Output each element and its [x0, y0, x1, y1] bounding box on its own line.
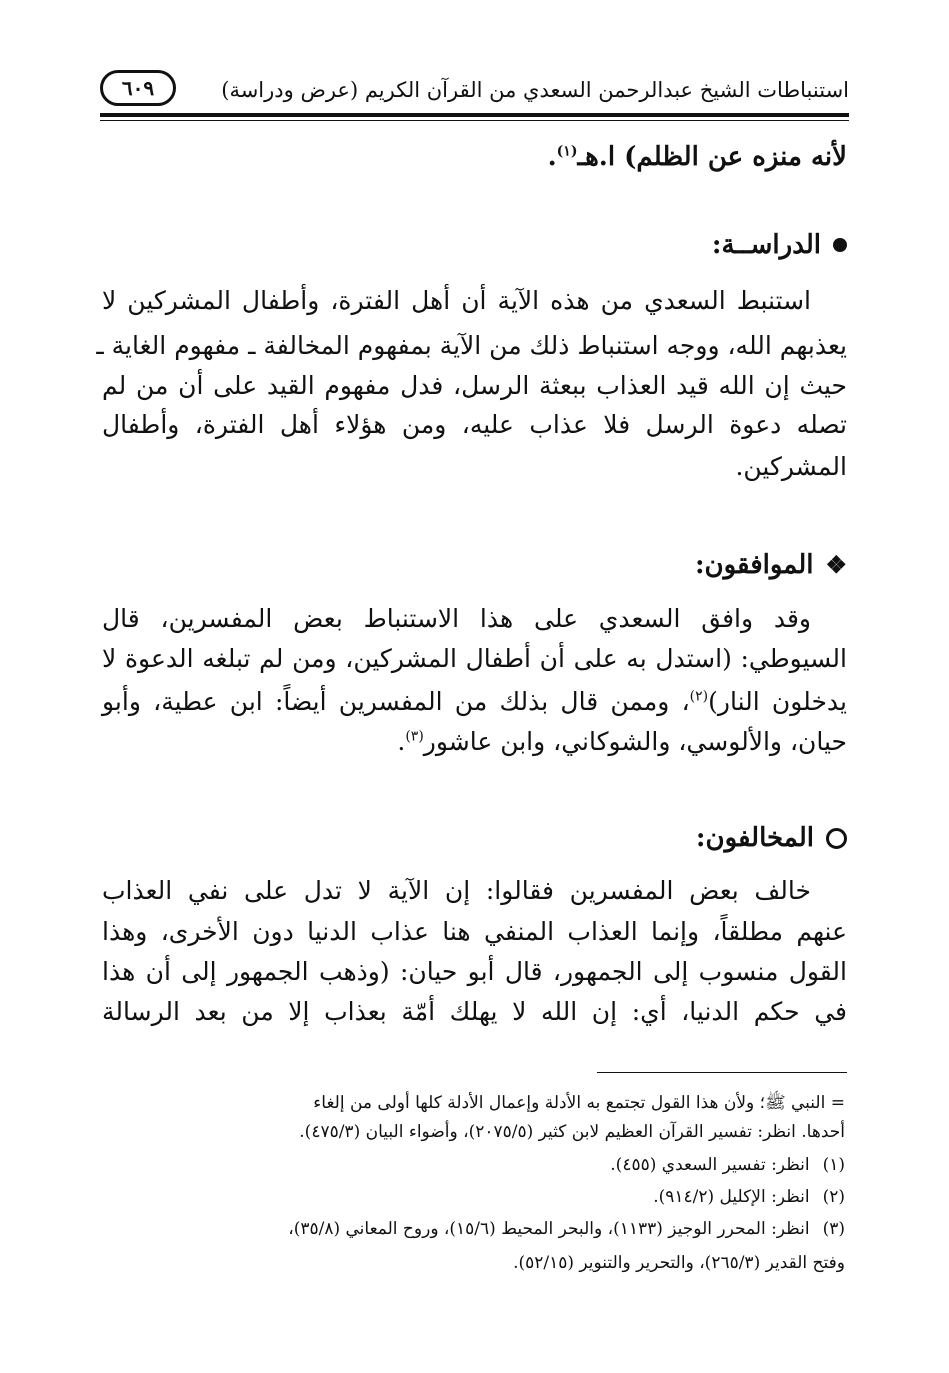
- footnote-2-text: انظر: الإكليل (٩١٤/٢).: [653, 1187, 810, 1207]
- four-diamond-bullet-icon: ❖: [825, 550, 847, 579]
- agreeing-heading-label: الموافقون:: [694, 550, 814, 580]
- bullet-dot-icon: [833, 238, 847, 252]
- footnote-ref-3: (٣): [405, 728, 424, 745]
- footnote-2: [104, 1187, 845, 1207]
- intro-line: لأنه منزه عن الظلم) ا.هـ$^{(١)}$.: [547, 142, 847, 172]
- agreeing-line-3: [102, 687, 847, 716]
- footnote-continuation-2: أحدها. انظر: تفسير القرآن العظيم لابن كثير (٢٠٧٥/٥)، وأضواء البيان (٤٧٥/٣).: [299, 1122, 845, 1142]
- footnote-ref-1: (١): [556, 143, 578, 160]
- footnote-ref-2: (٢): [689, 688, 709, 705]
- footnote-3: [104, 1219, 845, 1239]
- footnote-3-number: (٣): [822, 1219, 845, 1239]
- agreeing-heading: [695, 550, 847, 580]
- ring-bullet-icon: [826, 828, 847, 849]
- study-line-4: تصله دعوة الرسل فلا عذاب عليه، ومن هؤلاء أهل الفترة، وأطفال: [102, 410, 847, 439]
- agreeing-line-4-text: حيان، والألوسي، والشوكاني، وابن عاشور: [423, 727, 847, 756]
- running-header-title: استنباطات الشيخ عبدالرحمن السعدي من القرآن الكريم (عرض ودراسة): [221, 78, 849, 102]
- opposing-line-2: عنهم مطلقاً، وإنما العذاب المنفي هنا عذاب الدنيا دون الأخرى، وهذا: [102, 917, 847, 946]
- study-heading-label: الدراســة:: [711, 230, 821, 260]
- agreeing-line-2: السيوطي: (استدل به على أن أطفال المشركين، ومن لم تبلغه الدعوة لا: [102, 644, 847, 673]
- agreeing-end-punct: .: [397, 727, 406, 756]
- footnote-1: [104, 1155, 845, 1175]
- footnote-2-number: (٢): [822, 1187, 845, 1207]
- footnote-3-continuation: وفتح القدير (٢٦٥/٣)، والتحرير والتنوير (٥٢/١٥).: [513, 1253, 845, 1273]
- footnote-3-text: انظر: المحرر الوجيز (١١٣٣)، والبحر المحيط (١٥/٦)، وروح المعاني (٣٥/٨)،: [288, 1219, 810, 1239]
- footnote-continuation-1: = النبي ﷺ؛ ولأن هذا القول تجتمع به الأدلة وإعمال الأدلة كلها أولى من إلغاء: [313, 1093, 845, 1113]
- study-line-2: يعذبهم الله، ووجه استنباط ذلك من الآية بمفهوم المخالفة ـ مفهوم الغاية ـ: [96, 331, 847, 360]
- page-number: ٦٠٩: [121, 76, 155, 100]
- opposing-line-4: في حكم الدنيا، أي: إن الله لا يهلك أمّة بعذاب إلا من بعد الرسالة: [102, 997, 847, 1026]
- study-heading: [712, 230, 847, 260]
- footnote-1-number: (١): [822, 1155, 845, 1175]
- header-rule-thin: [100, 120, 849, 121]
- agreeing-line-3-a: يدخلون النار): [708, 687, 847, 716]
- study-line-1: استنبط السعدي من هذه الآية أن أهل الفترة، وأطفال المشركين لا: [102, 286, 811, 315]
- opposing-line-3: القول منسوب إلى الجمهور، قال أبو حيان: (وذهب الجمهور إلى أن هذا: [102, 957, 847, 986]
- agreeing-line-4: [102, 727, 847, 756]
- header-rule-thick: [100, 113, 849, 117]
- agreeing-line-1: وقد وافق السعدي على هذا الاستنباط بعض المفسرين، قال: [102, 604, 811, 633]
- footnote-separator: [597, 1072, 847, 1073]
- study-line-5: المشركين.: [735, 452, 847, 481]
- agreeing-line-3-b: ، وممن قال بذلك من المفسرين أيضاً: ابن عطية، وأبو: [102, 687, 690, 716]
- footnote-1-text: انظر: تفسير السعدي (٤٥٥).: [610, 1155, 810, 1175]
- page-number-badge: [100, 70, 176, 106]
- intro-text: لأنه منزه عن الظلم) ا.هـ: [577, 142, 847, 172]
- study-line-3: حيث إن الله قيد العذاب ببعثة الرسل، فدل مفهوم القيد على أن من لم: [102, 371, 847, 400]
- opposing-heading: [696, 823, 847, 853]
- opposing-heading-label: المخالفون:: [695, 823, 814, 853]
- opposing-line-1: خالف بعض المفسرين فقالوا: إن الآية لا تدل على نفي العذاب: [102, 876, 811, 905]
